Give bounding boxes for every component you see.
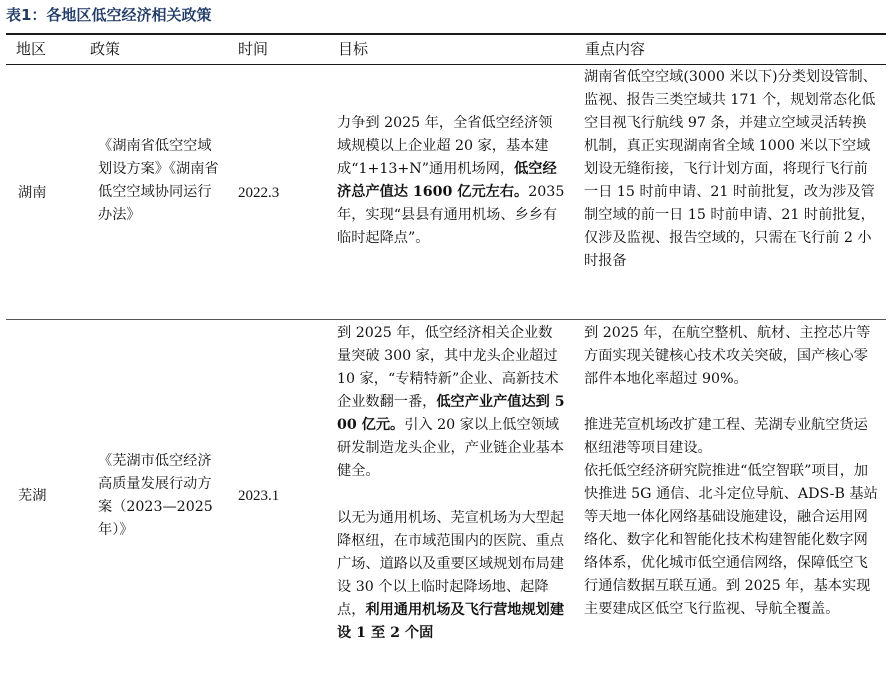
row-hunan-goal-highlight: 低空经济总产值达 1600 亿元左右。 [337,161,557,200]
row-wuhu-goal-2 [337,507,565,645]
row-wuhu-content-3: 依托低空经济研究院推进“低空智联”项目，加快推进 5G 通信、北斗定位导航、ADS-B 基站等天地一体化网络基础设施建设，融合运用网络化、数字化和智能化技术构建智能化数字网络体系，优化城市低空通信网络，保障低空飞行通信数据互联互通。到 2025 年，基本实现主要建成区低空飞行监视、导航全覆盖。 [584,463,878,617]
header-rule [6,64,886,65]
header-goal: 目标 [338,40,369,58]
row-wuhu-goal-highlight: 低空产业产值达到 500 亿元。 [337,394,565,433]
table-top-rule [6,33,886,35]
row-wuhu-goal-text-3: 以无为通用机场、芜宣机场为大型起降枢纽，在市域范围内的医院、重点广场、道路以及重要区域规划布局建设 30 个以上临时起降场地、起降点， [337,510,565,618]
row-wuhu-goal [337,322,565,483]
row-wuhu-goal-highlight-2: 利用通用机场及飞行营地规划建设 1 至 2 个固 [337,602,565,641]
header-content: 重点内容 [585,40,646,58]
table-caption: 表1：各地区低空经济相关政策 [6,6,212,24]
row-hunan-content: 湖南省低空空域(3000 米以下)分类划设管制、监视、报告三类空域共 171 个，规划常态化低空目视飞行航线 97 条，并建立空域灵活转换机制，真正实现湖南省全域 1000 米以下空域划设无缝衔接，飞行计划方面，将现行飞行前一日 15 时前申请、21 时前批复，改为涉及管制空域的前一日 15 时前申请、21 时前批复，仅涉及监视、报告空域的，只需在飞行前 2 小时报备 [584,69,877,269]
row-wuhu-region: 芜湖 [18,488,47,504]
row-divider [6,319,886,320]
row-hunan-goal-text-2: 2035 年，实现“县县有通用机场、乡乡有临时起降点”。 [337,184,565,246]
row-hunan-goal [337,112,565,250]
row-wuhu-policy: 《芜湖市低空经济高质量发展行动方案（2023—2025 年）》 [98,453,213,538]
row-wuhu-goal-text: 到 2025 年，低空经济相关企业数量突破 300 家，其中龙头企业超过 10 家，“专精特新”企业、高新技术企业数翻一番， [337,325,559,410]
row-hunan-goal-text: 力争到 2025 年，全省低空经济领域规模以上企业超 20 家，基本建成“1+13+N”通用机场网， [337,115,553,177]
row-wuhu-goal-text-2: 引入 20 家以上低空领域研发制造龙头企业，产业链企业基本健全。 [337,417,565,479]
header-time: 时间 [238,40,269,58]
row-wuhu-content-1: 到 2025 年，在航空整机、航材、主控芯片等方面实现关键核心技术攻关突破，国产核心零部件本地化率超过 90%。 [584,325,871,387]
row-hunan-region: 湖南 [18,185,47,201]
row-wuhu-content-2: 推进芜宣机场改扩建工程、芜湖专业航空货运枢纽港等项目建设。 [584,417,868,456]
row-hunan-time: 2022.3 [238,185,280,201]
row-wuhu-time: 2023.1 [238,488,280,504]
row-hunan-policy: 《湖南省低空空域划设方案》《湖南省低空空域协同运行办法》 [98,138,219,223]
header-region: 地区 [16,40,47,58]
header-policy: 政策 [90,40,121,58]
